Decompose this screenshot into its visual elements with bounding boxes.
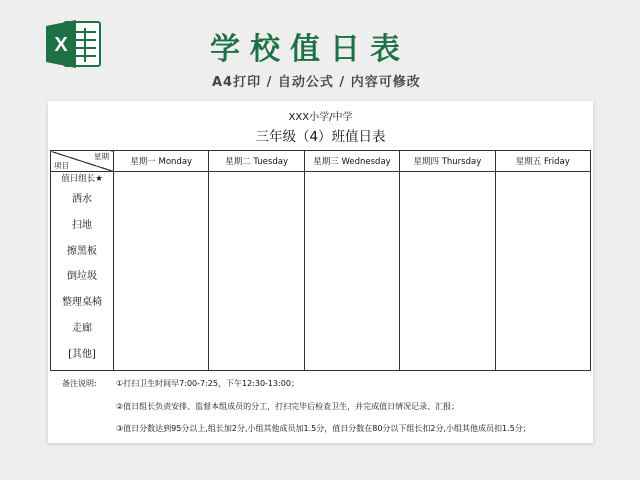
cell-thursday[interactable] bbox=[400, 172, 495, 371]
day-header-tuesday: 星期二 Tuesday bbox=[209, 151, 304, 172]
cell-friday[interactable] bbox=[495, 172, 590, 371]
day-header-wednesday: 星期三 Wednesday bbox=[304, 151, 399, 172]
table-body-row bbox=[51, 172, 591, 371]
cell-wednesday[interactable] bbox=[304, 172, 399, 371]
day-header-monday: 星期一 Monday bbox=[114, 151, 209, 172]
item-sprinkle: 洒水 bbox=[72, 194, 92, 205]
item-corridor: 走廊 bbox=[72, 322, 92, 334]
class-title: 三年级（4）班值日表 bbox=[255, 129, 386, 145]
day-header-thursday: 星期四 Thursday bbox=[400, 151, 495, 172]
corner-header bbox=[51, 151, 114, 172]
note-2: ②值日组长负责安排、监督本组成员的分工，打扫完毕后检查卫生，并完成值日情况记录、汇报； bbox=[116, 402, 460, 411]
note-1: ①打扫卫生时间早7:00-7:25，下午12:30-13:00； bbox=[116, 379, 299, 388]
cell-monday[interactable] bbox=[114, 172, 209, 371]
duty-sheet bbox=[48, 101, 593, 443]
item-other: [其他] bbox=[68, 348, 96, 360]
item-desks: 整理桌椅 bbox=[62, 297, 102, 309]
table-header-row bbox=[51, 151, 591, 172]
page-subtitle: A4打印 / 自动公式 / 内容可修改 bbox=[212, 75, 421, 90]
svg-text:X: X bbox=[54, 34, 68, 56]
corner-bottom-label: 项目 bbox=[54, 161, 69, 170]
note-3: ③值日分数达到95分以上,组长加2分,小组其他成员加1.5分，值日分数在80分以下组长扣2分,小组其他成员扣1.5分； bbox=[116, 424, 531, 433]
day-header-friday: 星期五 Friday bbox=[495, 151, 590, 172]
item-trash: 倒垃圾 bbox=[67, 271, 97, 283]
duty-table bbox=[50, 150, 591, 371]
cell-tuesday[interactable] bbox=[209, 172, 304, 371]
item-sweep: 扫地 bbox=[72, 219, 92, 231]
item-leader: 值日组长★ bbox=[61, 174, 103, 184]
item-blackboard: 擦黑板 bbox=[67, 245, 97, 257]
notes-label: 备注说明: bbox=[62, 379, 97, 388]
corner-top-label: 星期 bbox=[94, 152, 109, 161]
page-title: 学校值日表 bbox=[210, 32, 410, 67]
item-list bbox=[51, 172, 114, 371]
excel-icon bbox=[44, 18, 102, 70]
school-name: XXX小学/中学 bbox=[288, 112, 353, 123]
